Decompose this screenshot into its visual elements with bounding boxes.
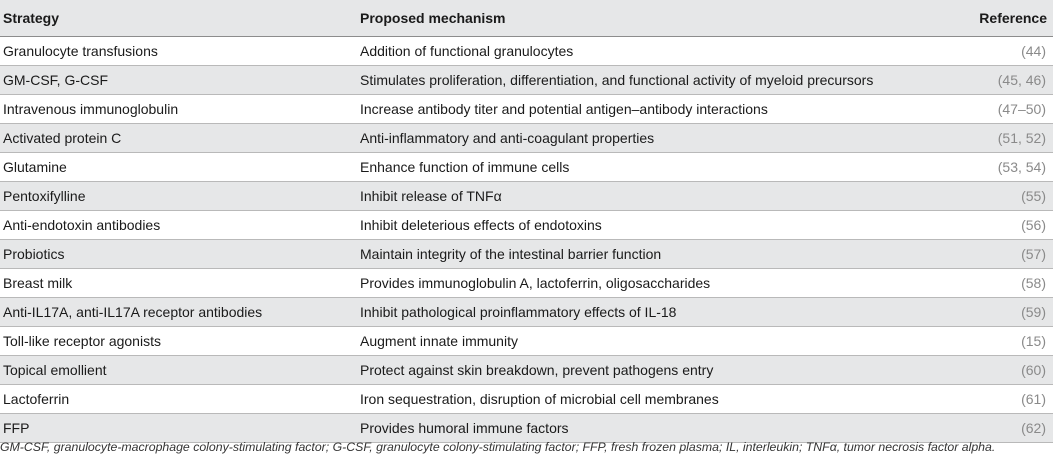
- table-row: [0, 240, 1053, 269]
- header-reference: Reference: [917, 0, 1053, 37]
- table-row: [0, 356, 1053, 385]
- cell-mechanism: Provides humoral immune factors: [357, 414, 917, 443]
- cell-strategy: Pentoxifylline: [0, 182, 357, 211]
- cell-reference-link[interactable]: (45, 46): [917, 66, 1053, 95]
- cell-mechanism: Inhibit deleterious effects of endotoxins: [357, 211, 917, 240]
- header-row: [0, 0, 1053, 37]
- cell-reference-link[interactable]: (53, 54): [917, 153, 1053, 182]
- table-row: [0, 182, 1053, 211]
- cell-strategy: FFP: [0, 414, 357, 443]
- cell-mechanism: Enhance function of immune cells: [357, 153, 917, 182]
- cell-reference-link[interactable]: (47–50): [917, 95, 1053, 124]
- cell-reference-link[interactable]: (61): [917, 385, 1053, 414]
- cell-reference-link[interactable]: (59): [917, 298, 1053, 327]
- cell-strategy: Intravenous immunoglobulin: [0, 95, 357, 124]
- cell-strategy: Glutamine: [0, 153, 357, 182]
- table-row: [0, 37, 1053, 66]
- cell-strategy: Lactoferrin: [0, 385, 357, 414]
- table-row: [0, 153, 1053, 182]
- cell-reference-link[interactable]: (58): [917, 269, 1053, 298]
- cell-mechanism: Iron sequestration, disruption of microbial cell membranes: [357, 385, 917, 414]
- cell-mechanism: Inhibit pathological proinflammatory effects of IL-18: [357, 298, 917, 327]
- cell-strategy: GM-CSF, G-CSF: [0, 66, 357, 95]
- cell-mechanism: Inhibit release of TNFα: [357, 182, 917, 211]
- cell-reference-link[interactable]: (57): [917, 240, 1053, 269]
- table-row: [0, 327, 1053, 356]
- cell-mechanism: Increase antibody titer and potential antigen–antibody interactions: [357, 95, 917, 124]
- cell-strategy: Probiotics: [0, 240, 357, 269]
- cell-reference-link[interactable]: (60): [917, 356, 1053, 385]
- cell-mechanism: Provides immunoglobulin A, lactoferrin, oligosaccharides: [357, 269, 917, 298]
- cell-strategy: Activated protein C: [0, 124, 357, 153]
- cell-reference-link[interactable]: (56): [917, 211, 1053, 240]
- table-header: [0, 0, 1053, 37]
- cell-strategy: Breast milk: [0, 269, 357, 298]
- cell-mechanism: Stimulates proliferation, differentiation, and functional activity of myeloid precursors: [357, 66, 917, 95]
- cell-strategy: Anti-endotoxin antibodies: [0, 211, 357, 240]
- cell-mechanism: Anti-inflammatory and anti-coagulant properties: [357, 124, 917, 153]
- cell-mechanism: Protect against skin breakdown, prevent pathogens entry: [357, 356, 917, 385]
- cell-reference-link[interactable]: (15): [917, 327, 1053, 356]
- table-row: [0, 385, 1053, 414]
- header-strategy: Strategy: [0, 0, 357, 37]
- header-mechanism: Proposed mechanism: [357, 0, 917, 37]
- cell-mechanism: Addition of functional granulocytes: [357, 37, 917, 66]
- cell-mechanism: Augment innate immunity: [357, 327, 917, 356]
- table-row: [0, 298, 1053, 327]
- cell-reference-link[interactable]: (51, 52): [917, 124, 1053, 153]
- cell-reference-link[interactable]: (62): [917, 414, 1053, 443]
- cell-strategy: Topical emollient: [0, 356, 357, 385]
- table-row: [0, 124, 1053, 153]
- table-row: [0, 211, 1053, 240]
- table-body: [0, 37, 1053, 443]
- cell-strategy: Toll-like receptor agonists: [0, 327, 357, 356]
- table-row: [0, 269, 1053, 298]
- cell-reference-link[interactable]: (55): [917, 182, 1053, 211]
- cell-strategy: Anti-IL17A, anti-IL17A receptor antibodies: [0, 298, 357, 327]
- table-row: [0, 414, 1053, 443]
- table-row: [0, 66, 1053, 95]
- table-footnote: GM-CSF, granulocyte-macrophage colony-stimulating factor; G-CSF, granulocyte colony-stimulating factor; FFP, fresh frozen plasma; IL, interleukin; TNFα, tumor necrosis factor alpha.: [0, 440, 996, 454]
- cell-mechanism: Maintain integrity of the intestinal barrier function: [357, 240, 917, 269]
- cell-reference-link[interactable]: (44): [917, 37, 1053, 66]
- cell-strategy: Granulocyte transfusions: [0, 37, 357, 66]
- table-row: [0, 95, 1053, 124]
